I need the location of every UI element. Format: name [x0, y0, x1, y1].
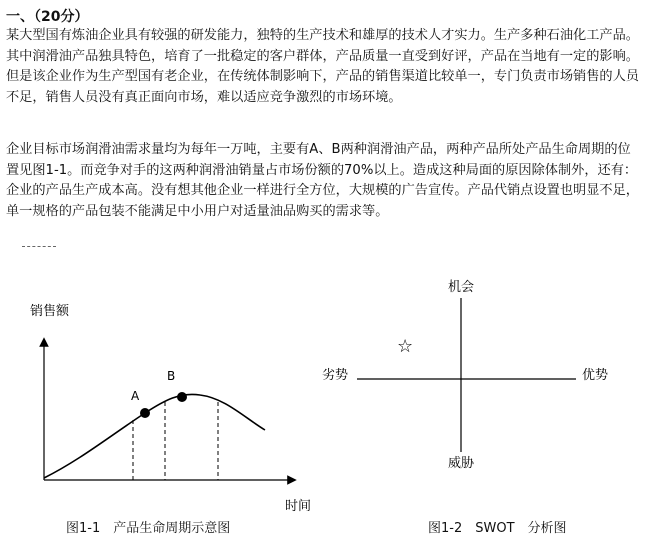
- point-b-label: B: [167, 369, 176, 383]
- y-axis-label: 销售额: [30, 304, 70, 319]
- figure2-caption: 图1-2 SWOT 分析图: [428, 521, 567, 536]
- star-icon: ☆: [397, 336, 414, 357]
- point-a-label: A: [131, 389, 140, 403]
- swot-figure: [322, 279, 608, 471]
- paragraph-market: 企业目标市场润滑油需求量均为每年一万吨，主要有A、B两种润滑油产品，两种产品所处产品生命周期的位置见图1-1。而竞争对手的这两种润滑油销量占市场份额的70%以上。造成这种局面的原因除体制外，还有：企业的产品生产成本高。没有想其他企业一样进行全方位，大规模的广告宣传。产品代销点设置也明显不足，单一规格的产品包装不能满足中小用户对适量油品购买的需求等。: [6, 142, 639, 219]
- figure1-caption: 图1-1 产品生命周期示意图: [66, 521, 231, 536]
- point-a-marker: [140, 408, 150, 418]
- swot-weakness-label: 劣势: [322, 368, 349, 383]
- section-title: 一、（20分）: [6, 9, 89, 25]
- swot-strength-label: 优势: [582, 368, 609, 383]
- life-cycle-curve: [44, 394, 265, 478]
- swot-opportunity-label: 机会: [448, 280, 475, 295]
- point-b-marker: [177, 392, 187, 402]
- swot-threat-label: 威胁: [448, 456, 475, 471]
- paragraph-background: 某大型国有炼油企业具有较强的研发能力，独特的生产技术和雄厚的技术人才实力。生产多种石油化工产品。其中润滑油产品独具特色，培育了一批稳定的客户群体，产品质量一直受到好评，产品在当地有一定的影响。但是该企业作为生产型国有老企业，在传统体制影响下，产品的销售渠道比较单一，专门负责市场销售的人员不足，销售人员没有真正面向市场，难以适应竞争激烈的市场环境。: [6, 28, 639, 105]
- x-axis-label: 时间: [285, 499, 312, 514]
- product-life-cycle-figure: [30, 303, 311, 514]
